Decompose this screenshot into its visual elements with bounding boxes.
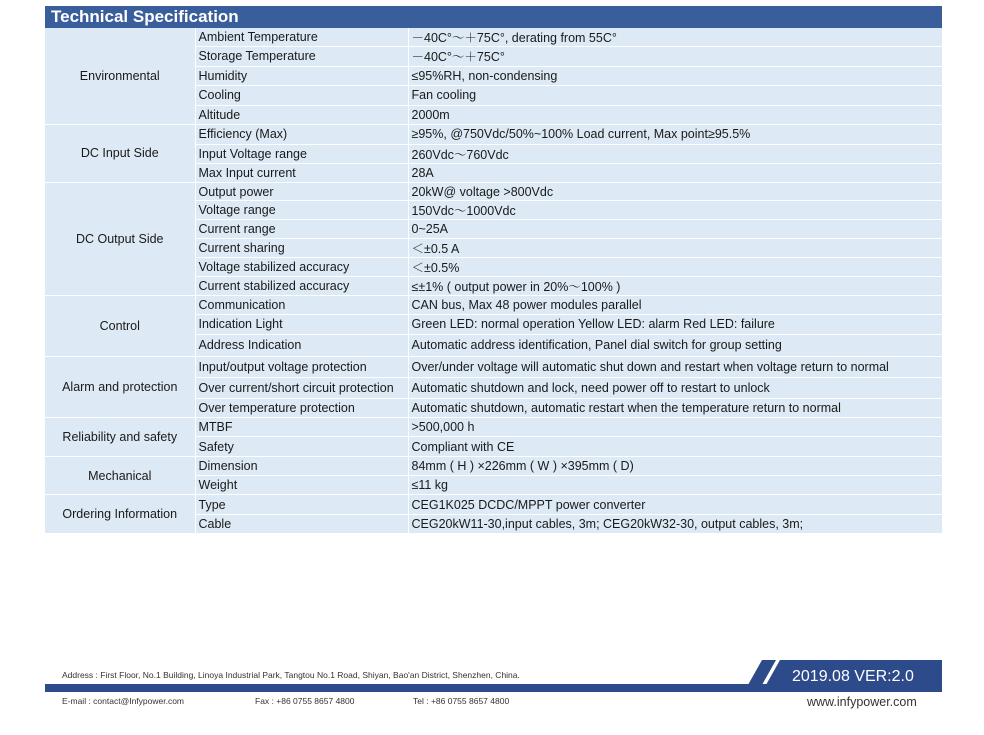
spec-label: Weight	[195, 476, 408, 495]
spec-value: ≤11 kg	[408, 476, 942, 495]
spec-label: Dimension	[195, 456, 408, 475]
spec-label: Communication	[195, 296, 408, 315]
spec-label: Over temperature protection	[195, 398, 408, 417]
spec-label: Input/output voltage protection	[195, 356, 408, 378]
spec-value: Automatic shutdown, automatic restart when the temperature return to normal	[408, 398, 942, 417]
spec-table	[45, 28, 942, 534]
spec-value: 2000m	[408, 105, 942, 125]
spec-category: Environmental	[45, 28, 195, 125]
spec-value: －40C°～＋75C°	[408, 47, 942, 67]
spec-label: Current stabilized accuracy	[195, 277, 408, 296]
spec-value: ≥95%, @750Vdc/50%~100% Load current, Max point≥95.5%	[408, 125, 942, 145]
spec-value: ＜±0.5%	[408, 258, 942, 277]
spec-label: Address Indication	[195, 334, 408, 356]
spec-category: Alarm and protection	[45, 356, 195, 417]
spec-value: CEG20kW11-30,input cables, 3m; CEG20kW32-30, output cables, 3m;	[408, 514, 942, 533]
spec-category: Mechanical	[45, 456, 195, 495]
spec-label: MTBF	[195, 418, 408, 437]
spec-value: 20kW@ voltage >800Vdc	[408, 182, 942, 201]
spec-value: 84mm ( H ) ×226mm ( W ) ×395mm ( D)	[408, 456, 942, 475]
spec-row	[45, 182, 942, 201]
spec-value: Compliant with CE	[408, 437, 942, 456]
spec-label: Humidity	[195, 66, 408, 86]
spec-value: ＜±0.5 A	[408, 239, 942, 258]
spec-value: 260Vdc～760Vdc	[408, 144, 942, 163]
spec-value: Over/under voltage will automatic shut down and restart when voltage return to normal	[408, 356, 942, 378]
spec-category: DC Input Side	[45, 125, 195, 182]
footer-tel: Tel : +86 0755 8657 4800	[413, 696, 510, 706]
spec-label: Output power	[195, 182, 408, 201]
footer-address: Address : First Floor, No.1 Building, Linoya Industrial Park, Tangtou No.1 Road, Shiyan, Bao'an District, Shenzhen, China.	[62, 670, 520, 680]
spec-label: Ambient Temperature	[195, 28, 408, 47]
spec-value: 28A	[408, 164, 942, 183]
spec-row	[45, 418, 942, 437]
spec-label: Safety	[195, 437, 408, 456]
spec-label: Current range	[195, 220, 408, 239]
spec-value: Automatic address identification, Panel dial switch for group setting	[408, 334, 942, 356]
website-link[interactable]: www.infypower.com	[807, 695, 917, 709]
section-title: Technical Specification	[45, 6, 942, 28]
spec-value: 150Vdc～1000Vdc	[408, 201, 942, 220]
spec-label: Voltage stabilized accuracy	[195, 258, 408, 277]
spec-label: Input Voltage range	[195, 144, 408, 163]
spec-value: CAN bus, Max 48 power modules parallel	[408, 296, 942, 315]
spec-value: >500,000 h	[408, 418, 942, 437]
spec-category: Reliability and safety	[45, 418, 195, 457]
version-label: 2019.08 VER:2.0	[792, 668, 914, 685]
spec-label: Over current/short circuit protection	[195, 378, 408, 398]
spec-label: Current sharing	[195, 239, 408, 258]
spec-value: CEG1K025 DCDC/MPPT power converter	[408, 495, 942, 514]
footer-email: E-mail : contact@Infypower.com	[62, 696, 185, 706]
footer-fax: Fax : +86 0755 8657 4800	[255, 696, 355, 706]
spec-label: Max Input current	[195, 164, 408, 183]
spec-value: －40C°～＋75C°, derating from 55C°	[408, 28, 942, 47]
spec-label: Indication Light	[195, 315, 408, 334]
spec-label: Storage Temperature	[195, 47, 408, 67]
spec-label: Altitude	[195, 105, 408, 125]
spec-category: DC Output Side	[45, 182, 195, 295]
spec-label: Type	[195, 495, 408, 514]
spec-value: Fan cooling	[408, 86, 942, 105]
spec-value: ≤±1% ( output power in 20%～100% )	[408, 277, 942, 296]
spec-value: ≤95%RH, non-condensing	[408, 66, 942, 86]
technical-specification	[45, 6, 942, 534]
spec-row	[45, 356, 942, 378]
spec-label: Efficiency (Max)	[195, 125, 408, 145]
spec-value: 0~25A	[408, 220, 942, 239]
spec-row	[45, 28, 942, 47]
spec-value: Green LED: normal operation Yellow LED: alarm Red LED: failure	[408, 315, 942, 334]
spec-row	[45, 125, 942, 145]
spec-row	[45, 296, 942, 315]
spec-label: Cooling	[195, 86, 408, 105]
spec-category: Control	[45, 296, 195, 357]
spec-row	[45, 495, 942, 514]
spec-value: Automatic shutdown and lock, need power off to restart to unlock	[408, 378, 942, 398]
spec-label: Voltage range	[195, 201, 408, 220]
spec-label: Cable	[195, 514, 408, 533]
spec-category: Ordering Information	[45, 495, 195, 533]
spec-row	[45, 456, 942, 475]
